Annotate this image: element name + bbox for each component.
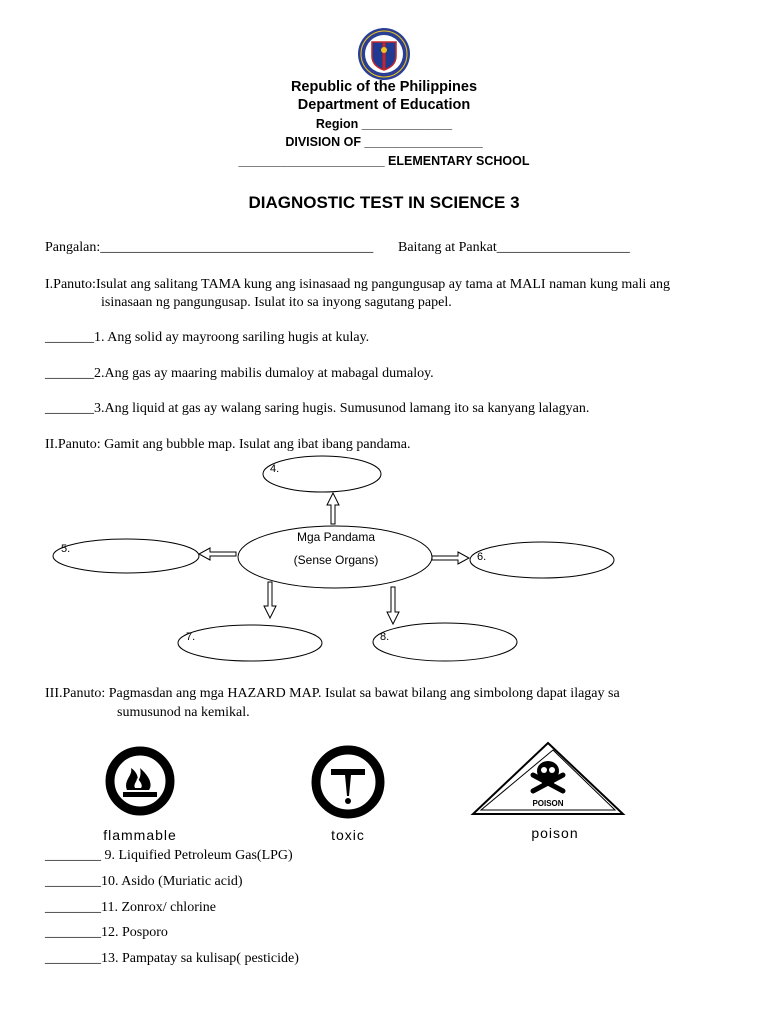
bubble-6 (470, 542, 614, 578)
toxic-icon (316, 750, 380, 814)
poison-badge-label: POISON (532, 799, 564, 808)
question-item: ________ 9. Liquified Petroleum Gas(LPG) (45, 848, 293, 863)
deped-seal-icon (356, 26, 412, 82)
grade-section-field-label: Baitang at Pankat___________________ (398, 240, 630, 255)
header-division: DIVISION OF _________________ (285, 135, 483, 149)
question-item: _______3.Ang liquid at gas ay walang saring hugis. Sumusunod lamang ito sa kanyang lalagyan. (45, 401, 590, 416)
part2-directions: II.Panuto: Gamit ang bubble map. Isulat ang ibat ibang pandama. (45, 437, 411, 452)
page-title: DIAGNOSTIC TEST IN SCIENCE 3 (248, 193, 520, 212)
flame-icon (110, 751, 170, 811)
question-item: _______1. Ang solid ay mayroong sariling hugis at kulay. (45, 330, 370, 345)
header-republic: Republic of the Philippines (290, 79, 478, 95)
arrow-left (199, 548, 236, 560)
header-region: Region _____________ (315, 117, 453, 131)
symbol-caption-toxic: toxic (331, 827, 365, 843)
bubble-map (0, 450, 768, 670)
question-item: ________11. Zonrox/ chlorine (45, 900, 216, 915)
bubble-label: 5. (61, 543, 71, 555)
bubble-7 (178, 625, 322, 661)
question-item: ________13. Pampatay sa kulisap( pesticide) (45, 951, 299, 966)
part1-directions-cont: isinasaan ng pangungusap. Isulat ito sa inyong sagutang papel. (101, 295, 452, 310)
symbol-caption-flammable: flammable (103, 827, 177, 843)
arrow-up (327, 493, 339, 524)
center-label: (Sense Organs) (293, 553, 379, 567)
bubble-4 (263, 456, 381, 492)
skull-crossbones-icon (473, 743, 623, 814)
bubble-8 (373, 623, 517, 661)
arrow-down-left (264, 582, 276, 618)
part3-directions: III.Panuto: Pagmasdan ang mga HAZARD MAP. Isulat sa bawat bilang ang simbolong dapat ilagay sa (45, 686, 620, 701)
hazard-symbols-panel (45, 738, 645, 848)
question-item: _______2.Ang gas ay maaring mabilis dumaloy at mabagal dumaloy. (45, 366, 434, 381)
arrow-right (432, 552, 469, 564)
bubble-label: 4. (270, 463, 280, 475)
bubble-label: 7. (186, 631, 196, 643)
symbol-caption-poison: poison (531, 825, 579, 841)
question-item: ________10. Asido (Muriatic acid) (45, 874, 243, 889)
part3-directions-cont: sumusunod na kemikal. (117, 705, 250, 720)
header-department: Department of Education (297, 97, 471, 113)
question-item: ________12. Posporo (45, 925, 168, 940)
arrow-down-right (387, 587, 399, 624)
header-school: _____________________ ELEMENTARY SCHOOL (238, 154, 530, 168)
center-label: Mga Pandama (296, 530, 376, 544)
part1-directions: I.Panuto:Isulat ang salitang TAMA kung ang isinasaad ng pangungusap ay tama at MALI naman kung mali ang (45, 277, 670, 292)
bubble-5 (53, 539, 199, 573)
bubble-label: 8. (380, 631, 390, 643)
name-field-label: Pangalan:_______________________________________ (45, 240, 374, 255)
bubble-label: 6. (477, 551, 487, 563)
